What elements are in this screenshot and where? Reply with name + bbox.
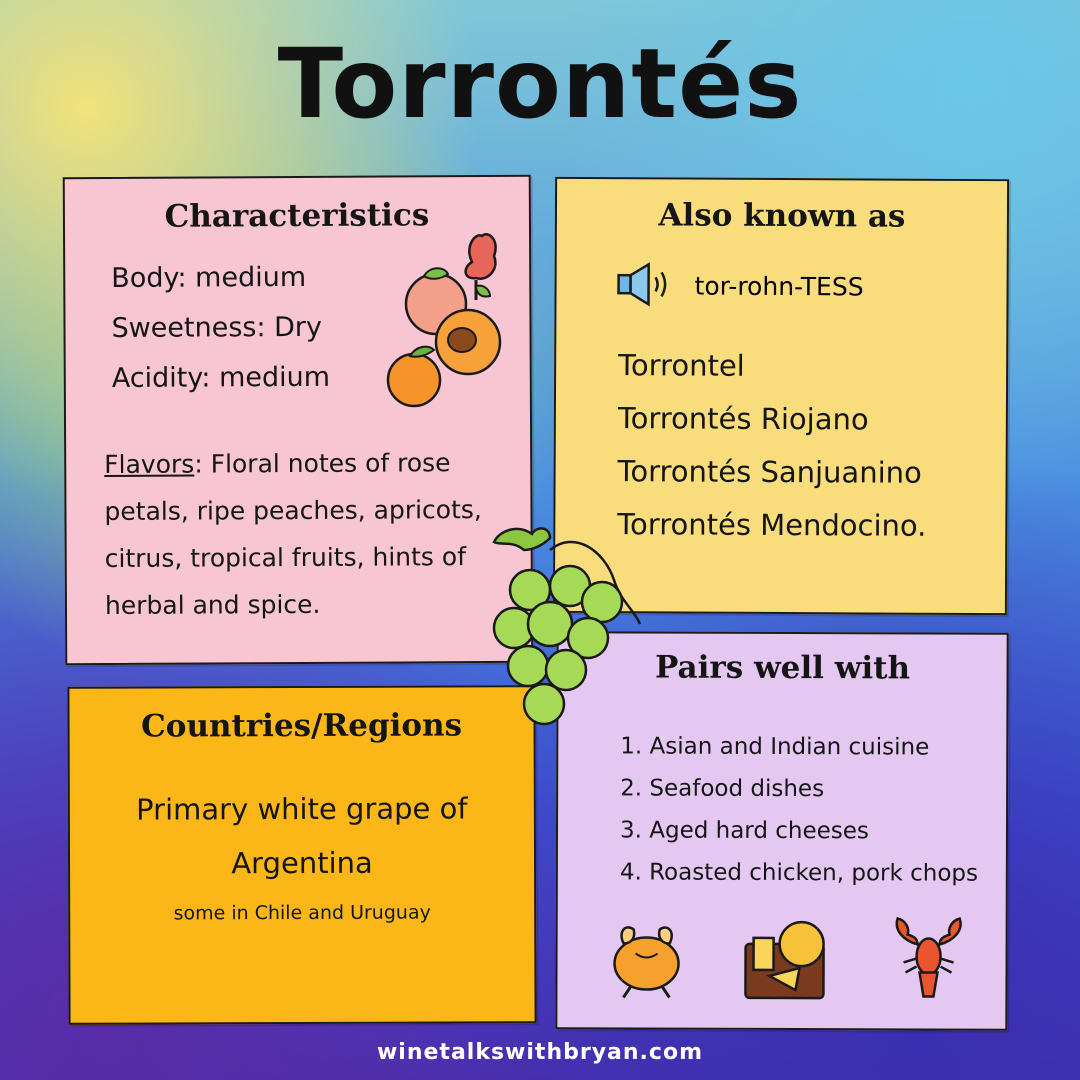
acidity-value: Acidity: medium <box>111 361 331 394</box>
list-item: 1. Asian and Indian cuisine <box>620 733 930 761</box>
pairs-list <box>620 725 979 894</box>
list-item: Torrontés Riojano <box>617 401 869 437</box>
flavors-description: : Floral notes of rose petals, ripe peaches, apricots, citrus, tropical fruits, hints of herbal and spice. <box>104 448 482 621</box>
list-item: Torrontel <box>618 348 745 383</box>
body-value: Body: medium <box>111 261 307 294</box>
fruit-icon <box>384 226 508 416</box>
list-item: Torrontés Sanjuanino <box>617 454 922 490</box>
sweetness-value: Sweetness: Dry <box>111 311 323 344</box>
characteristics-heading: Characteristics <box>164 197 430 235</box>
aka-list <box>617 339 927 553</box>
page-title: Torrontés <box>277 28 803 140</box>
flavors-label: Flavors <box>104 449 195 480</box>
list-item: 4. Roasted chicken, pork chops <box>619 859 979 887</box>
footer-url[interactable]: winetalkswithbryan.com <box>376 1040 703 1065</box>
flavors-text <box>104 439 495 629</box>
countries-line-2: Argentina <box>231 845 373 881</box>
pronunciation: tor-rohn-TESS <box>694 271 864 302</box>
countries-sub: some in Chile and Uruguay <box>173 901 431 925</box>
list-item: 2. Seafood dishes <box>620 775 825 803</box>
grapes-icon <box>484 520 644 750</box>
list-item: Torrontés Mendocino. <box>617 507 927 543</box>
cheese-board-icon <box>739 914 829 1004</box>
roast-chicken-icon <box>601 913 691 1003</box>
speaker-icon[interactable] <box>614 261 674 307</box>
lobster-icon <box>883 914 973 1004</box>
list-item: 3. Aged hard cheeses <box>619 817 869 845</box>
countries-heading: Countries/Regions <box>141 707 463 745</box>
countries-line-1: Primary white grape of <box>136 791 468 827</box>
countries-card <box>67 685 536 1025</box>
aka-heading: Also known as <box>658 197 906 235</box>
pairs-heading: Pairs well with <box>655 649 911 687</box>
